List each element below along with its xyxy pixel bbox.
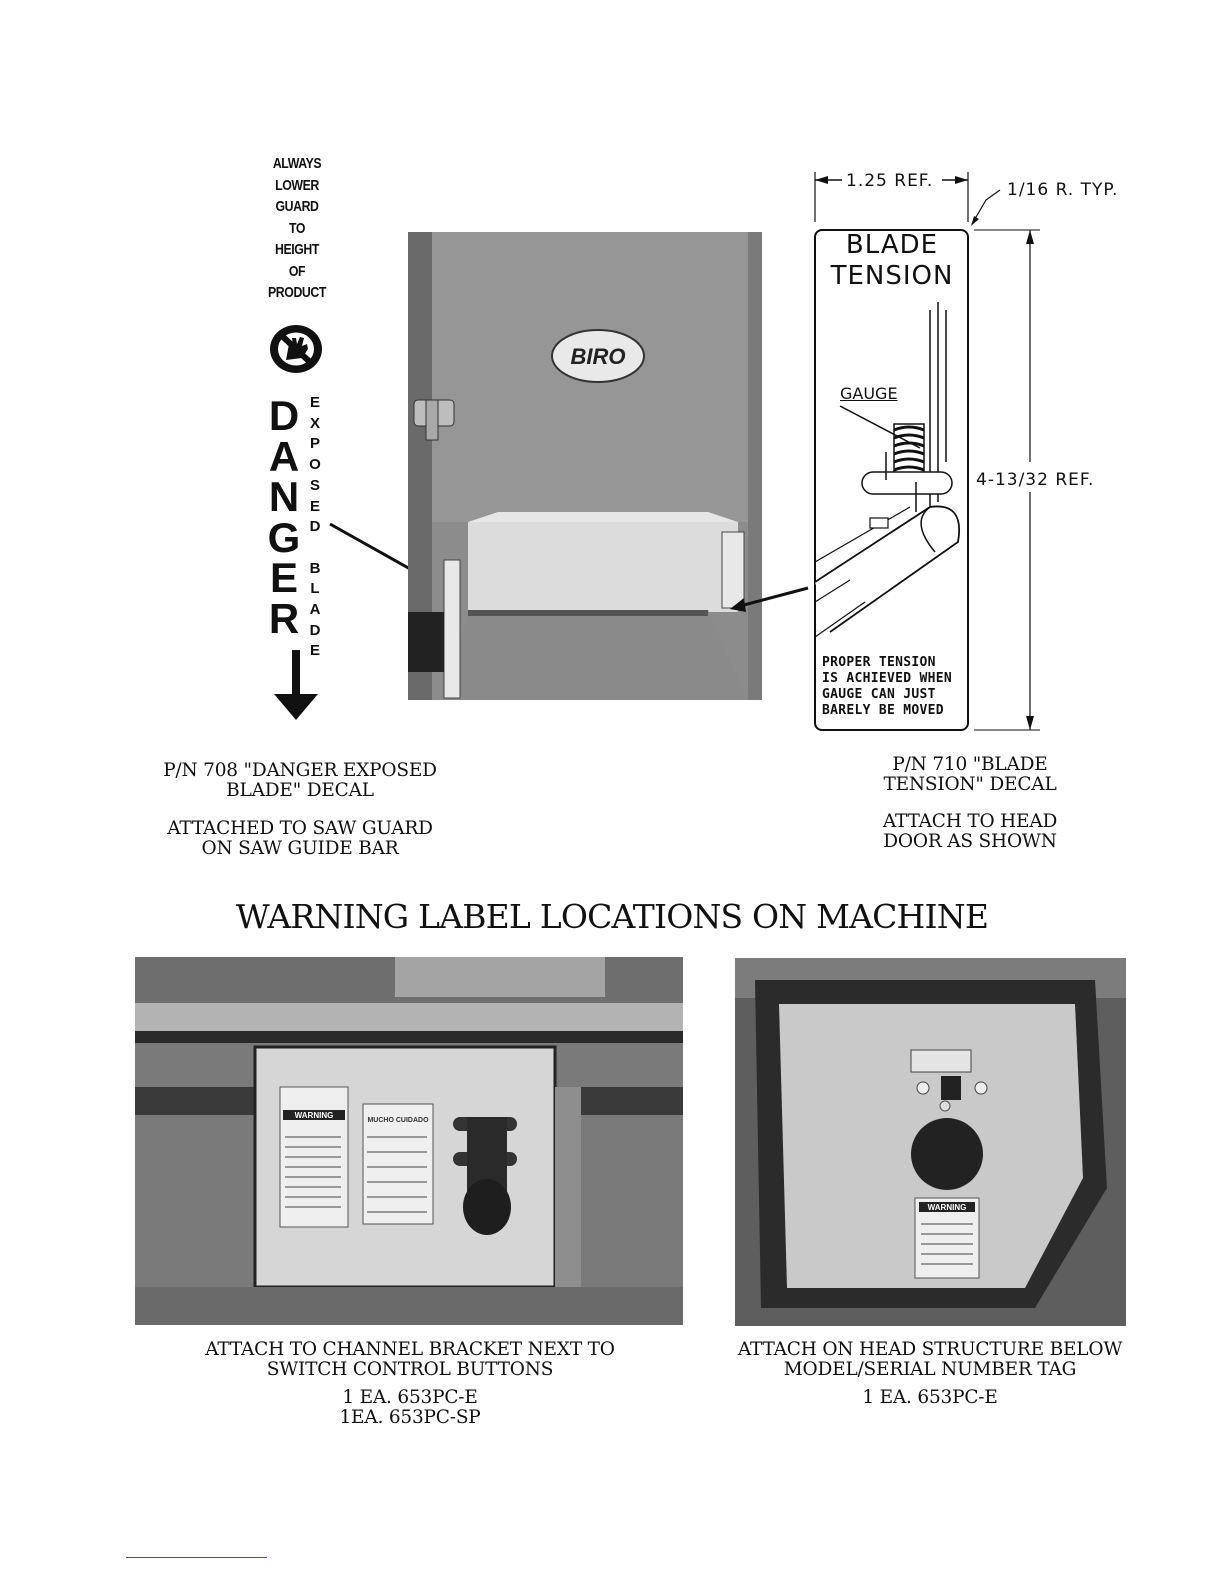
warning-label-text: WARNING	[294, 1111, 334, 1120]
exposed-blade-vertical-text	[304, 393, 326, 662]
danger-letter: E	[269, 554, 298, 601]
exposed-letter: P	[309, 435, 320, 453]
channel-bracket-photo	[135, 957, 683, 1325]
caption-pn-710-attach: ATTACH TO HEAD DOOR AS SHOWN	[882, 811, 1058, 852]
blade-letter: B	[309, 559, 321, 577]
caption-pn-708: P/N 708 "DANGER EXPOSED BLADE" DECAL	[163, 760, 437, 801]
caption-channel-quantity: 1 EA. 653PC-E 1EA. 653PC-SP	[339, 1387, 481, 1428]
blade-letter: D	[309, 621, 321, 639]
exposed-letter: E	[309, 394, 320, 411]
exposed-letter: X	[309, 414, 320, 432]
always-lower-guard-text: ALWAYS LOWER GUARD TO HEIGHT OF PRODUCT	[268, 155, 326, 301]
proper-tension-text: PROPER TENSION IS ACHIEVED WHEN GAUGE CAN JUST BARELY BE MOVED	[822, 655, 953, 718]
page-heading: WARNING LABEL LOCATIONS ON MACHINE	[235, 897, 989, 936]
down-arrow-icon	[270, 650, 322, 722]
gauge-label: GAUGE	[840, 384, 898, 403]
dimension-radius-label: 1/16 R. TYP.	[1007, 180, 1119, 200]
danger-letter: G	[267, 513, 301, 561]
blade-tension-title-line2: TENSION	[830, 261, 954, 291]
biro-logo: BIRO	[570, 344, 626, 369]
danger-letter: D	[268, 392, 300, 439]
danger-letter: A	[268, 432, 300, 480]
exposed-letter: S	[309, 476, 320, 494]
no-hand-prohibition-icon	[267, 322, 325, 376]
caption-channel-bracket: ATTACH TO CHANNEL BRACKET NEXT TO SWITCH CONTROL BUTTONS	[205, 1339, 615, 1380]
danger-letter: R	[268, 594, 300, 642]
danger-word	[262, 392, 306, 642]
danger-letter: N	[268, 473, 300, 520]
blade-letter: A	[309, 601, 321, 619]
caption-head-structure: ATTACH ON HEAD STRUCTURE BELOW MODEL/SERIAL NUMBER TAG	[737, 1339, 1123, 1380]
footnote-divider	[126, 1557, 267, 1558]
exposed-letter: O	[309, 456, 321, 474]
blade-letter: E	[309, 642, 320, 660]
exposed-letter: D	[309, 518, 321, 536]
dimension-height-label: 4-13/32 REF.	[976, 470, 1095, 490]
exposed-letter: E	[309, 497, 320, 515]
head-door-photo	[408, 232, 762, 700]
dimension-width-label: 1.25 REF.	[846, 171, 934, 191]
blade-tension-title	[815, 230, 969, 292]
exposed-letter	[304, 538, 326, 559]
warning-label-text: WARNING	[927, 1203, 967, 1212]
mucho-cuidado-label-text: MUCHO CUIDADO	[367, 1117, 429, 1124]
blade-tension-title-line1: BLADE	[845, 230, 939, 260]
caption-pn-708-attach: ATTACHED TO SAW GUARD ON SAW GUIDE BAR	[167, 818, 433, 859]
blade-letter: L	[310, 580, 320, 598]
caption-pn-710: P/N 710 "BLADE TENSION" DECAL	[883, 754, 1057, 795]
caption-head-structure-quantity: 1 EA. 653PC-E	[862, 1387, 998, 1408]
head-structure-photo	[735, 958, 1126, 1326]
